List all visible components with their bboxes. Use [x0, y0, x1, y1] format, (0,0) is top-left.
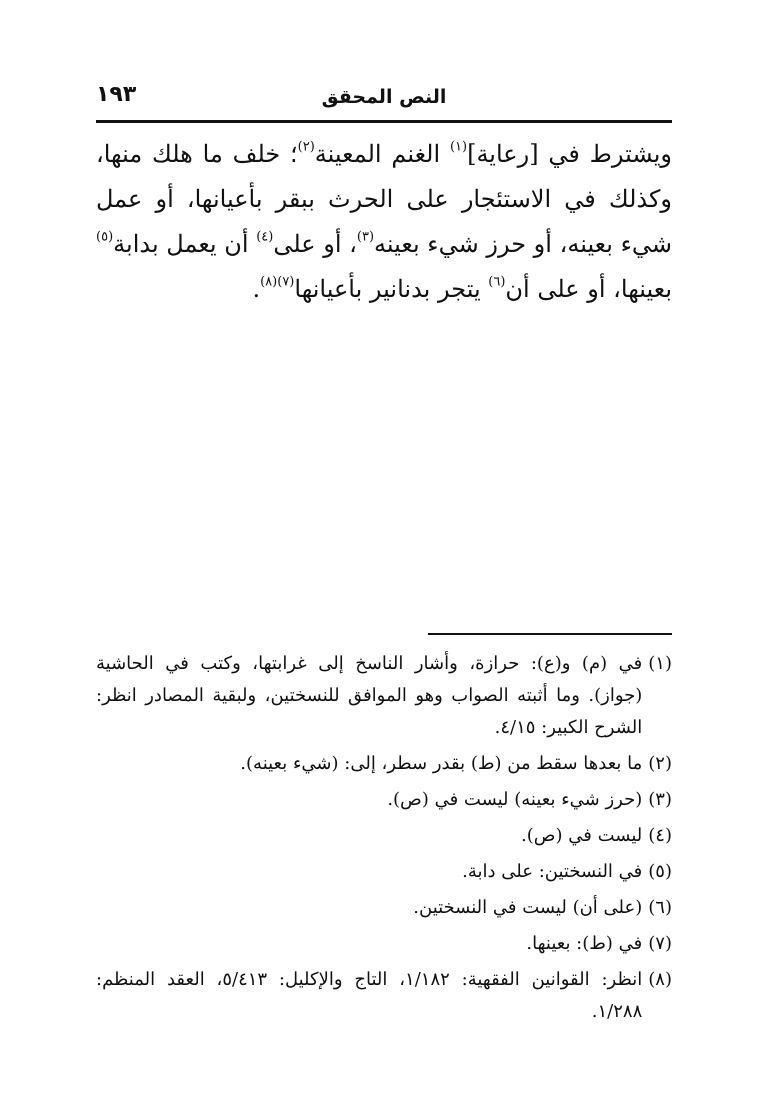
footnote — [96, 892, 672, 924]
header-rule — [96, 120, 672, 123]
footnote-separator — [428, 633, 672, 635]
footnote-number: (٦) — [648, 897, 672, 918]
footnote-number: (٥) — [648, 861, 672, 882]
footnote — [96, 748, 672, 780]
text-segment: بعينها، أو على أن — [505, 275, 672, 303]
footnote-number: (٧) — [648, 933, 672, 954]
text-segment: أن يعمل بدابة — [113, 230, 257, 258]
footnote-text: في (ط): بعينها. — [526, 933, 643, 954]
text-segment: ، أو على — [273, 230, 357, 258]
footnote — [96, 648, 672, 744]
footnote-text: ليست في (ص). — [521, 825, 643, 846]
footnote-text: (حرز شيء بعينه) ليست في (ص). — [387, 789, 643, 810]
text-segment: ؛ خلف ما هلك منها، وكذلك في الاستئجار على الحرث ببقر بأعيانها، أو عمل شيء بعينه، أو حرز شيء بعينه — [96, 140, 672, 258]
footnote-number: (٤) — [648, 825, 672, 846]
text-segment: ويشترط في [رعاية] — [467, 140, 672, 168]
text-segment: الغنم المعينة — [314, 140, 450, 168]
main-text — [96, 132, 672, 312]
footnote-ref[interactable]: (٨) — [260, 274, 278, 290]
footnote-text: انظر: القوانين الفقهية: ١/١٨٢، التاج والإكليل: ٥/٤١٣، العقد المنظم: ١/٢٨٨. — [96, 969, 643, 1022]
footnote — [96, 928, 672, 960]
footnote-text: ما بعدها سقط من (ط) بقدر سطر، إلى: (شيء بعينه). — [240, 753, 643, 774]
footnote-ref[interactable]: (٣) — [356, 229, 375, 245]
page-header — [96, 78, 672, 118]
main-paragraph — [96, 132, 672, 312]
footnote-ref[interactable]: (٦) — [488, 274, 506, 290]
text-segment: يتجر بدنانير بأعيانها — [294, 275, 489, 303]
footnote-ref[interactable]: (١) — [449, 139, 468, 155]
footnote-number: (٨) — [648, 969, 672, 990]
footnote-ref[interactable]: (٥) — [96, 229, 114, 245]
footnotes — [96, 648, 672, 1032]
running-title: النص المحقق — [321, 86, 447, 108]
footnote-text: في (م) و(ع): حرازة، وأشار الناسخ إلى غرابتها، وكتب في الحاشية (جواز). وما أثبته الصواب وهو الموافق للنسختين، ولبقية المصادر انظر: الشرح الكبير: ٤/١٥. — [96, 653, 643, 738]
footnote-ref[interactable]: (٧) — [277, 274, 295, 290]
footnote — [96, 784, 672, 816]
footnote-ref[interactable]: (٤) — [256, 229, 274, 245]
footnote — [96, 820, 672, 852]
footnote-text: في النسختين: على دابة. — [462, 861, 643, 882]
footnote-number: (١) — [648, 653, 672, 674]
footnote — [96, 964, 672, 1028]
footnote-text: (على أن) ليست في النسختين. — [413, 897, 643, 918]
footnote-number: (٣) — [648, 789, 672, 810]
footnote — [96, 856, 672, 888]
page-number: ١٩٣ — [96, 82, 137, 107]
text-segment: . — [252, 275, 261, 303]
footnote-number: (٢) — [648, 753, 672, 774]
footnote-ref[interactable]: (٢) — [297, 139, 315, 155]
